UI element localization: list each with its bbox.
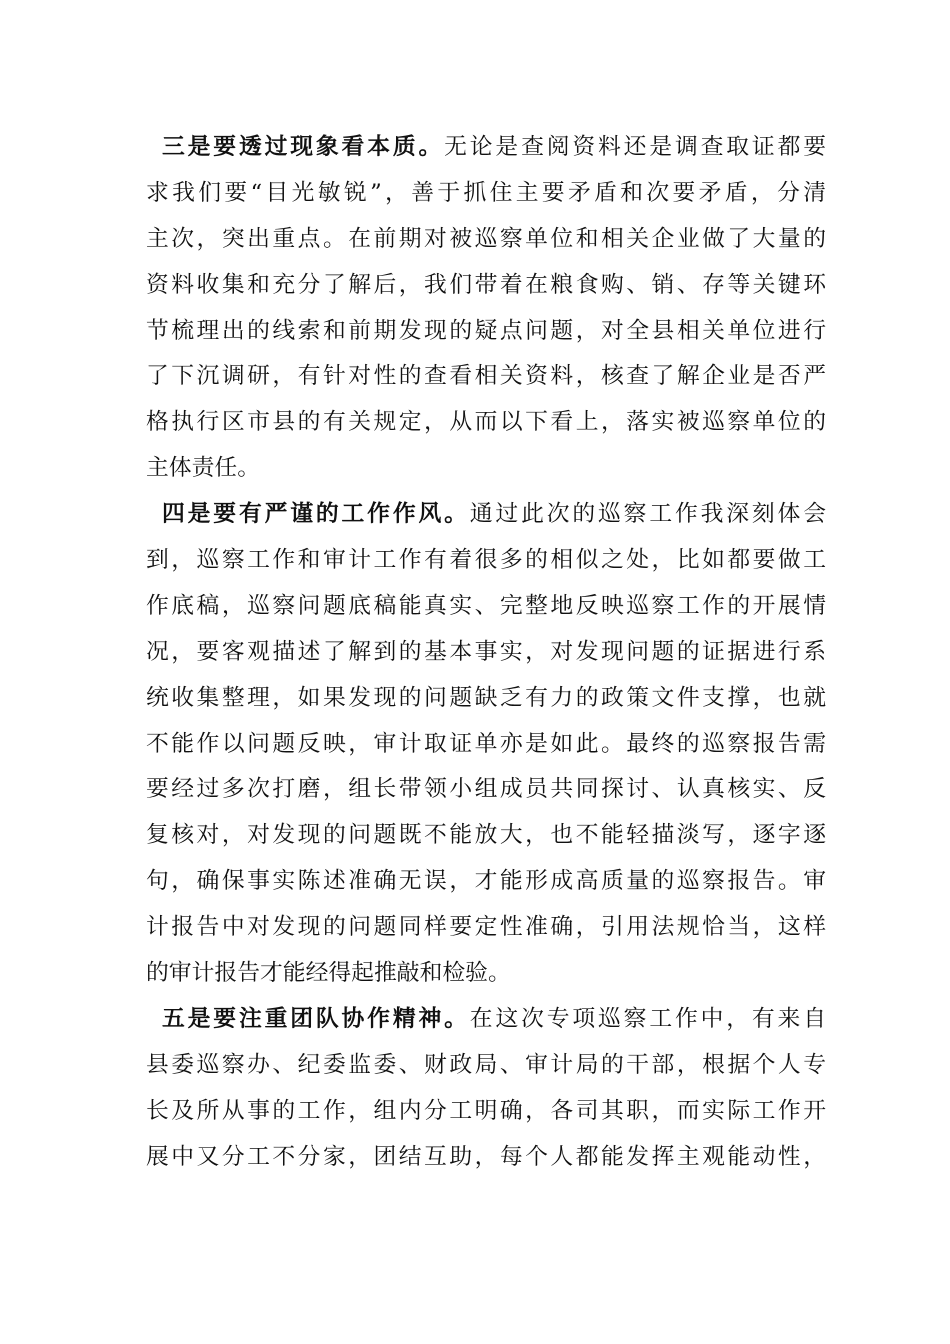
paragraph-lead: 三是要透过现象看本质。 bbox=[162, 134, 445, 160]
paragraph-line: 资料收集和充分了解后，我们带着在粮食购、销、存等关键环 bbox=[146, 271, 826, 298]
paragraph-line: 的审计报告才能经得起推敲和检验。 bbox=[146, 960, 511, 987]
paragraph-line: 求我们要“目光敏锐”，善于抓住主要矛盾和次要矛盾，分清 bbox=[146, 179, 826, 206]
paragraph-line: 三是要透过现象看本质。无论是查阅资料还是调查取证都要 bbox=[162, 134, 827, 160]
paragraph-line: 县委巡察办、纪委监委、财政局、审计局的干部，根据个人专 bbox=[146, 1051, 826, 1078]
paragraph-line: 作底稿，巡察问题底稿能真实、完整地反映巡察工作的开展情 bbox=[146, 592, 826, 619]
paragraph-lead: 五是要注重团队协作精神。 bbox=[162, 1005, 470, 1032]
paragraph-line: 句，确保事实陈述准确无误，才能形成高质量的巡察报告。审 bbox=[146, 868, 826, 895]
paragraph-line: 了下沉调研，有针对性的查看相关资料，核查了解企业是否严 bbox=[146, 363, 826, 390]
paragraph-line: 计报告中对发现的问题同样要定性准确，引用法规恰当，这样 bbox=[146, 914, 826, 941]
paragraph-line: 主体责任。 bbox=[146, 455, 260, 482]
paragraph-3 bbox=[146, 997, 826, 1181]
paragraph-line: 复核对，对发现的问题既不能放大，也不能轻描淡写，逐字逐 bbox=[146, 822, 826, 849]
paragraph-line: 到，巡察工作和审计工作有着很多的相似之处，比如都要做工 bbox=[146, 547, 826, 574]
paragraph-line: 五是要注重团队协作精神。在这次专项巡察工作中，有来自 bbox=[162, 1005, 827, 1032]
paragraph-line: 主次，突出重点。在前期对被巡察单位和相关企业做了大量的 bbox=[146, 225, 826, 252]
paragraph-line: 展中又分工不分家，团结互助，每个人都能发挥主观能动性， bbox=[146, 1143, 826, 1170]
paragraph-lead: 四是要有严谨的工作作风。 bbox=[162, 501, 470, 528]
document-body bbox=[146, 125, 826, 1180]
paragraph-line: 四是要有严谨的工作作风。通过此次的巡察工作我深刻体会 bbox=[162, 501, 827, 528]
paragraph-2 bbox=[146, 492, 826, 997]
paragraph-line: 格执行区市县的有关规定，从而以下看上，落实被巡察单位的 bbox=[146, 409, 826, 436]
paragraph-line: 况，要客观描述了解到的基本事实，对发现问题的证据进行系 bbox=[146, 638, 826, 665]
paragraph-1 bbox=[146, 125, 826, 492]
paragraph-line: 统收集整理，如果发现的问题缺乏有力的政策文件支撑，也就 bbox=[146, 684, 826, 711]
paragraph-line: 长及所从事的工作，组内分工明确，各司其职，而实际工作开 bbox=[146, 1097, 826, 1124]
paragraph-line: 节梳理出的线索和前期发现的疑点问题，对全县相关单位进行 bbox=[146, 317, 826, 344]
paragraph-line: 要经过多次打磨，组长带领小组成员共同探讨、认真核实、反 bbox=[146, 776, 826, 803]
paragraph-line: 不能作以问题反映，审计取证单亦是如此。最终的巡察报告需 bbox=[146, 730, 826, 757]
